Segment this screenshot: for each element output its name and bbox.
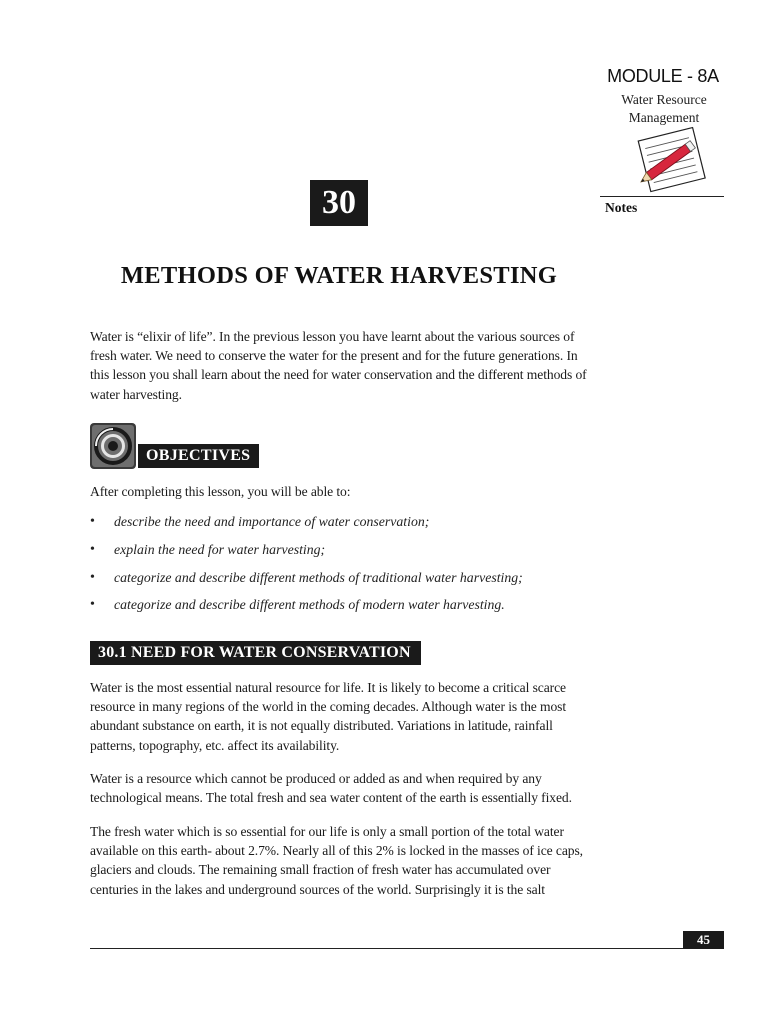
section-paragraph-3: The fresh water which is so essential for our life is only a small portion of the total water available on this earth- about 2.7%. Nearly all of this 2% is locked in the masses of ice caps, glaciers and clouds. The remaining small fraction of fresh water has accumulated over centuries in the lakes and underground sources of the world. Surprisingly it is the salt bbox=[90, 824, 583, 897]
objectives-target-icon bbox=[90, 423, 136, 469]
section-paragraph-2: Water is a resource which cannot be produced or added as and when required by any technological means. The total fresh and sea water content of the earth is essentially fixed. bbox=[90, 771, 572, 806]
objective-text: categorize and describe different methods of modern water harvesting. bbox=[114, 597, 505, 613]
objective-text: describe the need and importance of water conservation; bbox=[114, 514, 430, 529]
module-label: MODULE - 8A bbox=[607, 66, 719, 86]
module-subtitle-line1: Water Resource bbox=[621, 92, 707, 107]
bullet-icon: • bbox=[90, 541, 95, 557]
footer-divider bbox=[90, 948, 724, 949]
list-item bbox=[90, 568, 588, 596]
module-subtitle-line2: Management bbox=[628, 110, 700, 125]
list-item bbox=[90, 512, 588, 540]
page-number: 45 bbox=[683, 931, 724, 949]
section-paragraph-1: Water is the most essential natural resource for life. It is likely to become a critical scarce resource in many regions of the world in the coming decades. Although water is the most abundant substance on earth, it is not equally distributed. Variations in latitude, rainfall patterns, topography, etc. affect its availability. bbox=[90, 680, 567, 753]
module-subtitle bbox=[596, 91, 732, 127]
bullet-icon: • bbox=[90, 597, 95, 613]
bullet-icon: • bbox=[90, 569, 95, 585]
notepad-pencil-icon bbox=[628, 126, 712, 196]
list-item bbox=[90, 595, 588, 623]
objectives-list bbox=[90, 512, 588, 623]
bullet-icon: • bbox=[90, 514, 95, 529]
section-heading: 30.1 NEED FOR WATER CONSERVATION bbox=[90, 641, 421, 665]
objective-text: explain the need for water harvesting; bbox=[114, 541, 326, 557]
notes-divider bbox=[600, 196, 724, 197]
list-item bbox=[90, 540, 588, 568]
objective-text: categorize and describe different methods of traditional water harvesting; bbox=[114, 569, 523, 585]
lesson-title: METHODS OF WATER HARVESTING bbox=[120, 262, 558, 289]
objectives-intro: After completing this lesson, you will be able to: bbox=[90, 484, 351, 499]
objectives-heading: OBJECTIVES bbox=[138, 444, 259, 468]
lesson-number-badge: 30 bbox=[310, 180, 368, 226]
intro-paragraph: Water is “elixir of life”. In the previous lesson you have learnt about the various sources of fresh water. We need to conserve the water for the present and for the future generations. In this lesson you shall learn about the need for water conservation and the different methods of water harvesting. bbox=[90, 329, 587, 402]
notes-label: Notes bbox=[605, 200, 638, 215]
